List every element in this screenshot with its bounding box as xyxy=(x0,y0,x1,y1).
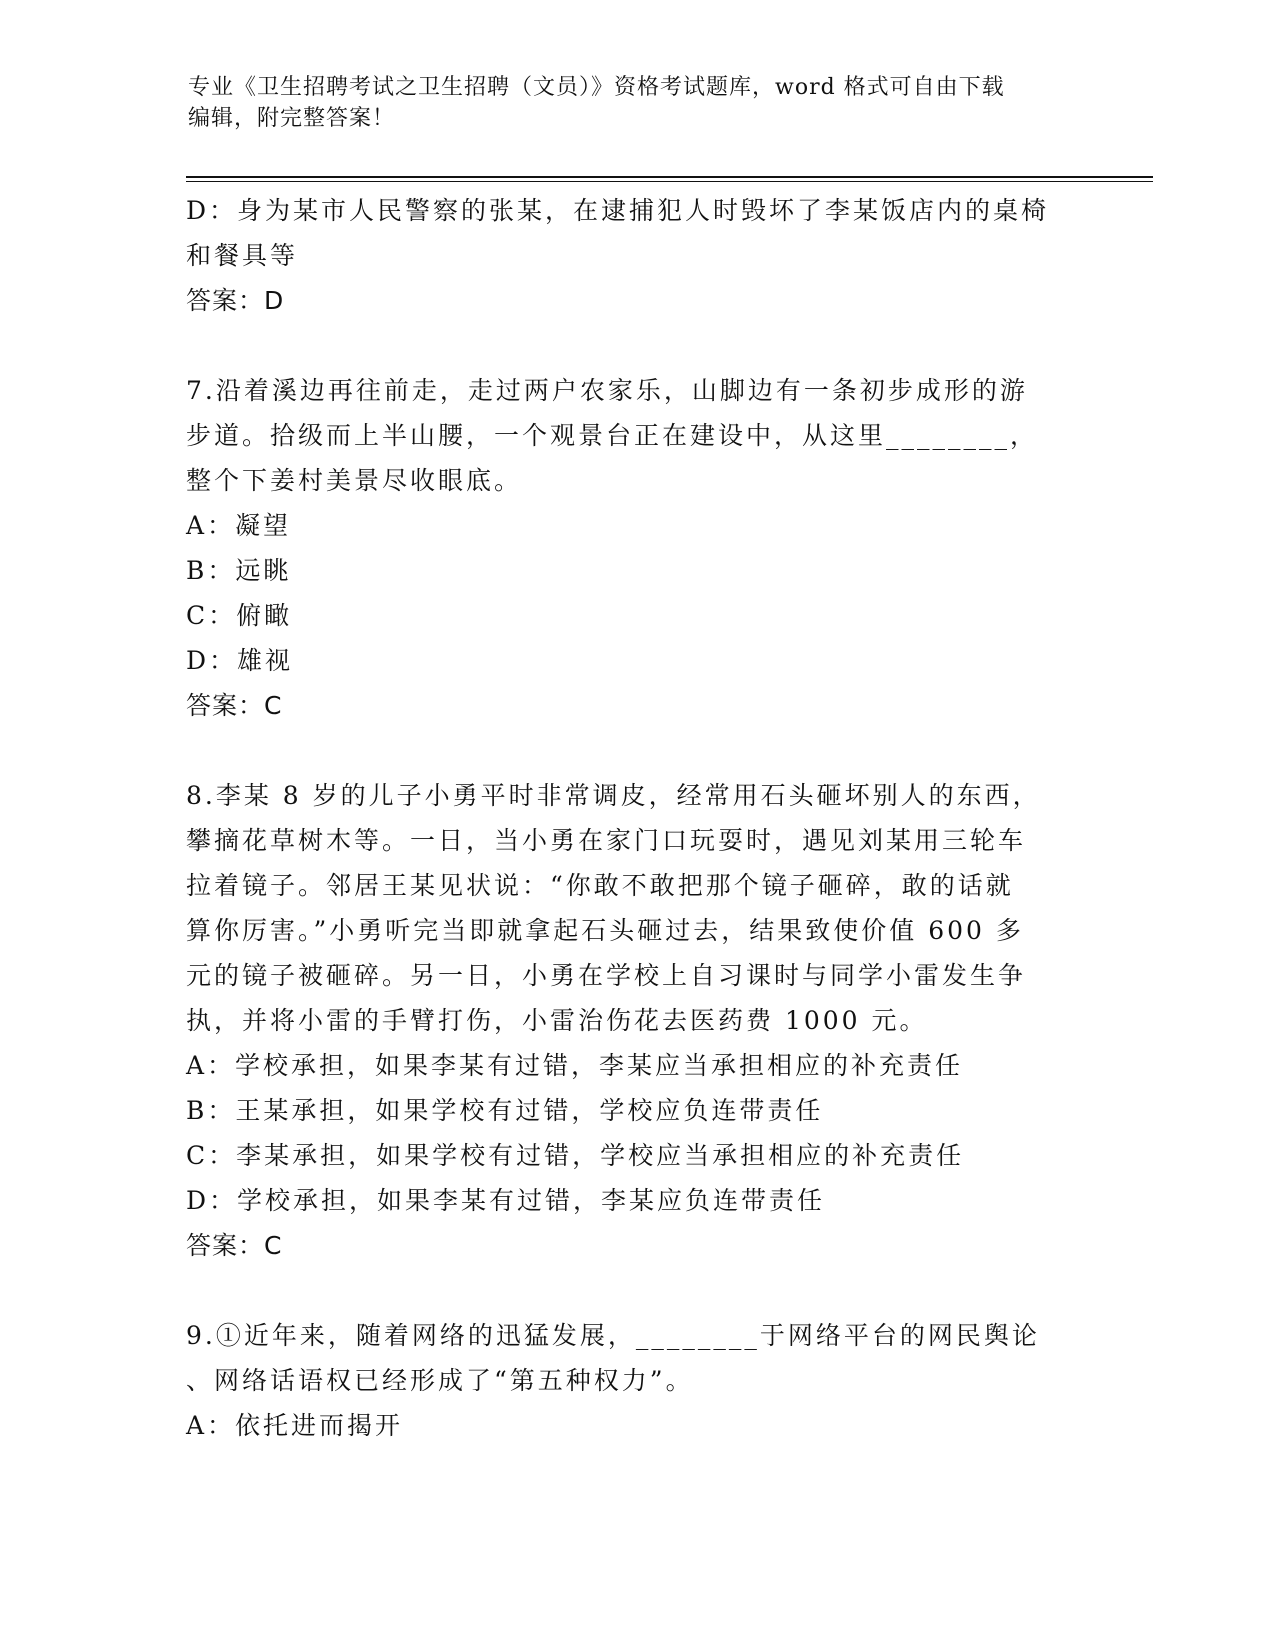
document-header xyxy=(188,72,1068,134)
spacer xyxy=(186,1268,1086,1313)
header-rule-thick xyxy=(186,176,1153,178)
option-c: C：俯瞰 xyxy=(186,601,293,630)
question-text-line: 7.沿着溪边再往前走，走过两户农家乐，山脚边有一条初步成形的游 xyxy=(186,376,1028,405)
question-text-line: 9.①近年来，随着网络的迅猛发展，________于网络平台的网民舆论 xyxy=(186,1321,1040,1350)
spacer xyxy=(186,323,1086,368)
spacer xyxy=(186,728,1086,773)
question-6-tail xyxy=(186,188,1086,323)
header-line-2: 编辑，附完整答案！ xyxy=(188,106,396,131)
answer-line: 答案：C xyxy=(186,691,283,720)
question-text-line: 步道。拾级而上半山腰，一个观景台正在建设中，从这里________， xyxy=(186,421,1039,450)
option-d-continued: 和餐具等 xyxy=(186,241,299,270)
question-7 xyxy=(186,368,1086,728)
option-c: C：李某承担，如果学校有过错，学校应当承担相应的补充责任 xyxy=(186,1141,965,1170)
question-9 xyxy=(186,1313,1086,1448)
question-text-line: 、网络话语权已经形成了“第五种权力”。 xyxy=(186,1366,694,1395)
option-a: A：依托进而揭开 xyxy=(186,1411,404,1440)
question-text-line: 执，并将小雷的手臂打伤，小雷治伤花去医药费 1000 元。 xyxy=(186,1006,928,1035)
answer-line: 答案：C xyxy=(186,1231,283,1260)
question-text-line: 算你厉害。”小勇听完当即就拿起石头砸过去，结果致使价值 600 多 xyxy=(186,916,1024,945)
option-d: D：雄视 xyxy=(186,646,294,675)
question-text-line: 整个下姜村美景尽收眼底。 xyxy=(186,466,523,495)
question-text-line: 8.李某 8 岁的儿子小勇平时非常调皮，经常用石头砸坏别人的东西， xyxy=(186,781,1041,810)
question-text-line: 拉着镜子。邻居王某见状说：“你敢不敢把那个镜子砸碎，敢的话就 xyxy=(186,871,1014,900)
option-a: A：学校承担，如果李某有过错，李某应当承担相应的补充责任 xyxy=(186,1051,964,1080)
option-d: D：学校承担，如果李某有过错，李某应负连带责任 xyxy=(186,1186,826,1215)
question-text-line: 元的镜子被砸碎。另一日，小勇在学校上自习课时与同学小雷发生争 xyxy=(186,961,1027,990)
header-line-1: 专业《卫生招聘考试之卫生招聘（文员）》资格考试题库，word 格式可自由下载 xyxy=(188,75,1005,100)
header-rule-thin xyxy=(186,181,1153,182)
option-b: B：远眺 xyxy=(186,556,292,585)
option-d: D：身为某市人民警察的张某，在逮捕犯人时毁坏了李某饭店内的桌椅 xyxy=(186,196,1050,225)
question-8 xyxy=(186,773,1086,1268)
option-b: B：王某承担，如果学校有过错，学校应负连带责任 xyxy=(186,1096,824,1125)
document-body xyxy=(186,188,1086,1448)
answer-line: 答案：D xyxy=(186,286,285,315)
option-a: A：凝望 xyxy=(186,511,292,540)
question-text-line: 攀摘花草树木等。一日，当小勇在家门口玩耍时，遇见刘某用三轮车 xyxy=(186,826,1027,855)
